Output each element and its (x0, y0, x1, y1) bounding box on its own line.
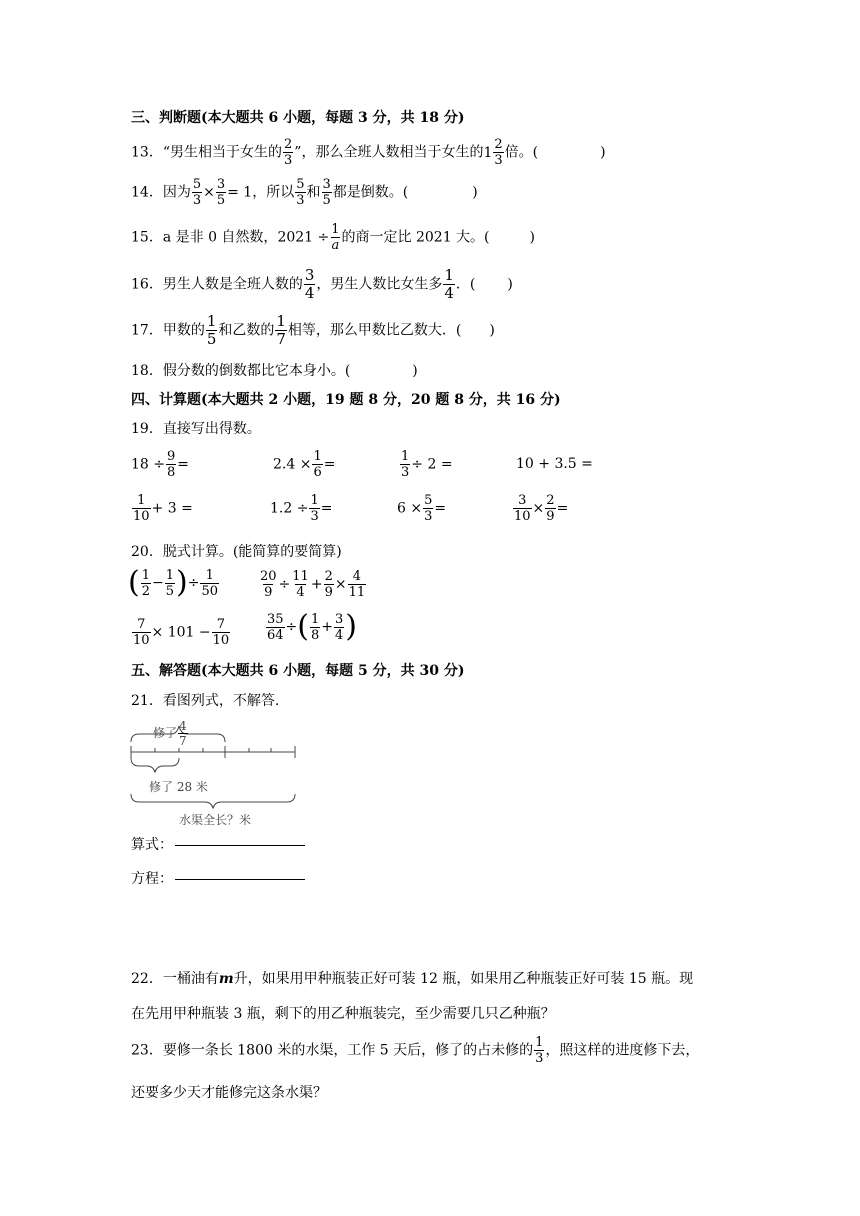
equation-blank[interactable] (175, 878, 305, 880)
formula-blank[interactable] (175, 844, 305, 846)
bottom-brace (131, 794, 295, 808)
calc-b3: 6 × $\frac{5}{3}$ = (397, 493, 447, 524)
figure-bottom-label: 水渠全长？米 (179, 813, 252, 827)
line-segment-figure (125, 712, 305, 830)
expr-3: $\frac{7}{10}$ × 101 − $\frac{7}{10}$ (133, 617, 230, 648)
question-22-line2: 在先用甲种瓶装 3 瓶，剩下的用乙种瓶装完，至少需要几只乙种瓶？ (131, 1006, 555, 1022)
section-3-title: 三、判断题(本大题共 6 小题，每题 3 分，共 18 分) (131, 110, 465, 126)
question-19: 19．直接写出得数。 (131, 421, 261, 437)
figure-middle-label: 修了 28 米 (149, 780, 208, 794)
calc-b1: $\frac{1}{10}$ + 3 = (133, 493, 193, 524)
equation-line: 方程： (131, 868, 305, 888)
section-4-title: 四、计算题(本大题共 2 小题，19 题 8 分，20 题 8 分，共 16 分) (131, 392, 561, 408)
question-23-line1: 23．要修一条长 1800 米的水渠，工作 5 天后，修了的占未修的 $\frac{1}{3}$ ，照这样的进度修下去， (131, 1035, 700, 1066)
question-23-line2: 还要多少天才能修完这条水渠？ (131, 1085, 327, 1101)
calc-a2: 2.4 × $\frac{1}{6}$ = (273, 449, 336, 480)
calc-a4: 10 + 3.5 = (516, 456, 593, 472)
calc-a3: $\frac{1}{3}$ ÷ 2 = (401, 449, 453, 480)
formula-line: 算式： (131, 834, 305, 854)
question-14: 14．因为 $\frac{5}{3}$ × $\frac{3}{5}$ = 1，所以 $\frac{5}{3}$ 和 $\frac{3}{5}$ 都是倒数。( ) (131, 177, 478, 208)
question-18: 18．假分数的倒数都比它本身小。( ) (131, 363, 418, 379)
question-13: 13．“男生相当于女生的 $\frac{2}{3}$ ”，那么全班人数相当于女生的 1 $\frac{2}{3}$ 倍。( ) (131, 137, 606, 168)
middle-brace (131, 758, 179, 772)
expr-4: $\frac{35}{64}$ ÷( $\frac{1}{8}$ + $\frac{3}{4}$ ) (267, 609, 358, 644)
question-17: 17．甲数的 $\frac{1}{5}$ 和乙数的 $\frac{1}{7}$ 相等，那么甲数比乙数大．( ) (131, 312, 495, 348)
question-16: 16．男生人数是全班人数的 $\frac{3}{4}$ ，男生人数比女生多 $\frac{1}{4}$ ．( ) (131, 266, 513, 302)
question-15: 15．a 是非 0 自然数，2021 ÷ $\frac{1}{a}$ 的商一定比 2021 大。( ) (131, 222, 535, 253)
expr-2: $\frac{20}{9}$ ÷ $\frac{11}{4}$ + $\frac{2}{9}$ × $\frac{4}{11}$ (260, 569, 366, 600)
figure-top-label: 修了 $\frac{4}{7}$ (153, 719, 187, 748)
calc-b2: 1.2 ÷ $\frac{1}{3}$ = (270, 493, 333, 524)
calc-a1: 18 ÷ $\frac{9}{8}$ = (131, 449, 190, 480)
question-22-line1: 22．一桶油有m升，如果用甲种瓶装正好可装 12 瓶，如果用乙种瓶装正好可装 15 瓶。现 (131, 971, 694, 987)
section-5-title: 五、解答题(本大题共 6 小题，每题 5 分，共 30 分) (131, 663, 465, 679)
question-20: 20．脱式计算。(能简算的要简算) (131, 544, 342, 560)
question-21: 21．看图列式，不解答. (131, 693, 280, 709)
expr-1: ( $\frac{1}{2}$ − $\frac{1}{5}$ )÷ $\frac{1}{50}$ (128, 565, 219, 600)
calc-b4: $\frac{3}{10}$ × $\frac{2}{9}$ = (514, 493, 569, 524)
